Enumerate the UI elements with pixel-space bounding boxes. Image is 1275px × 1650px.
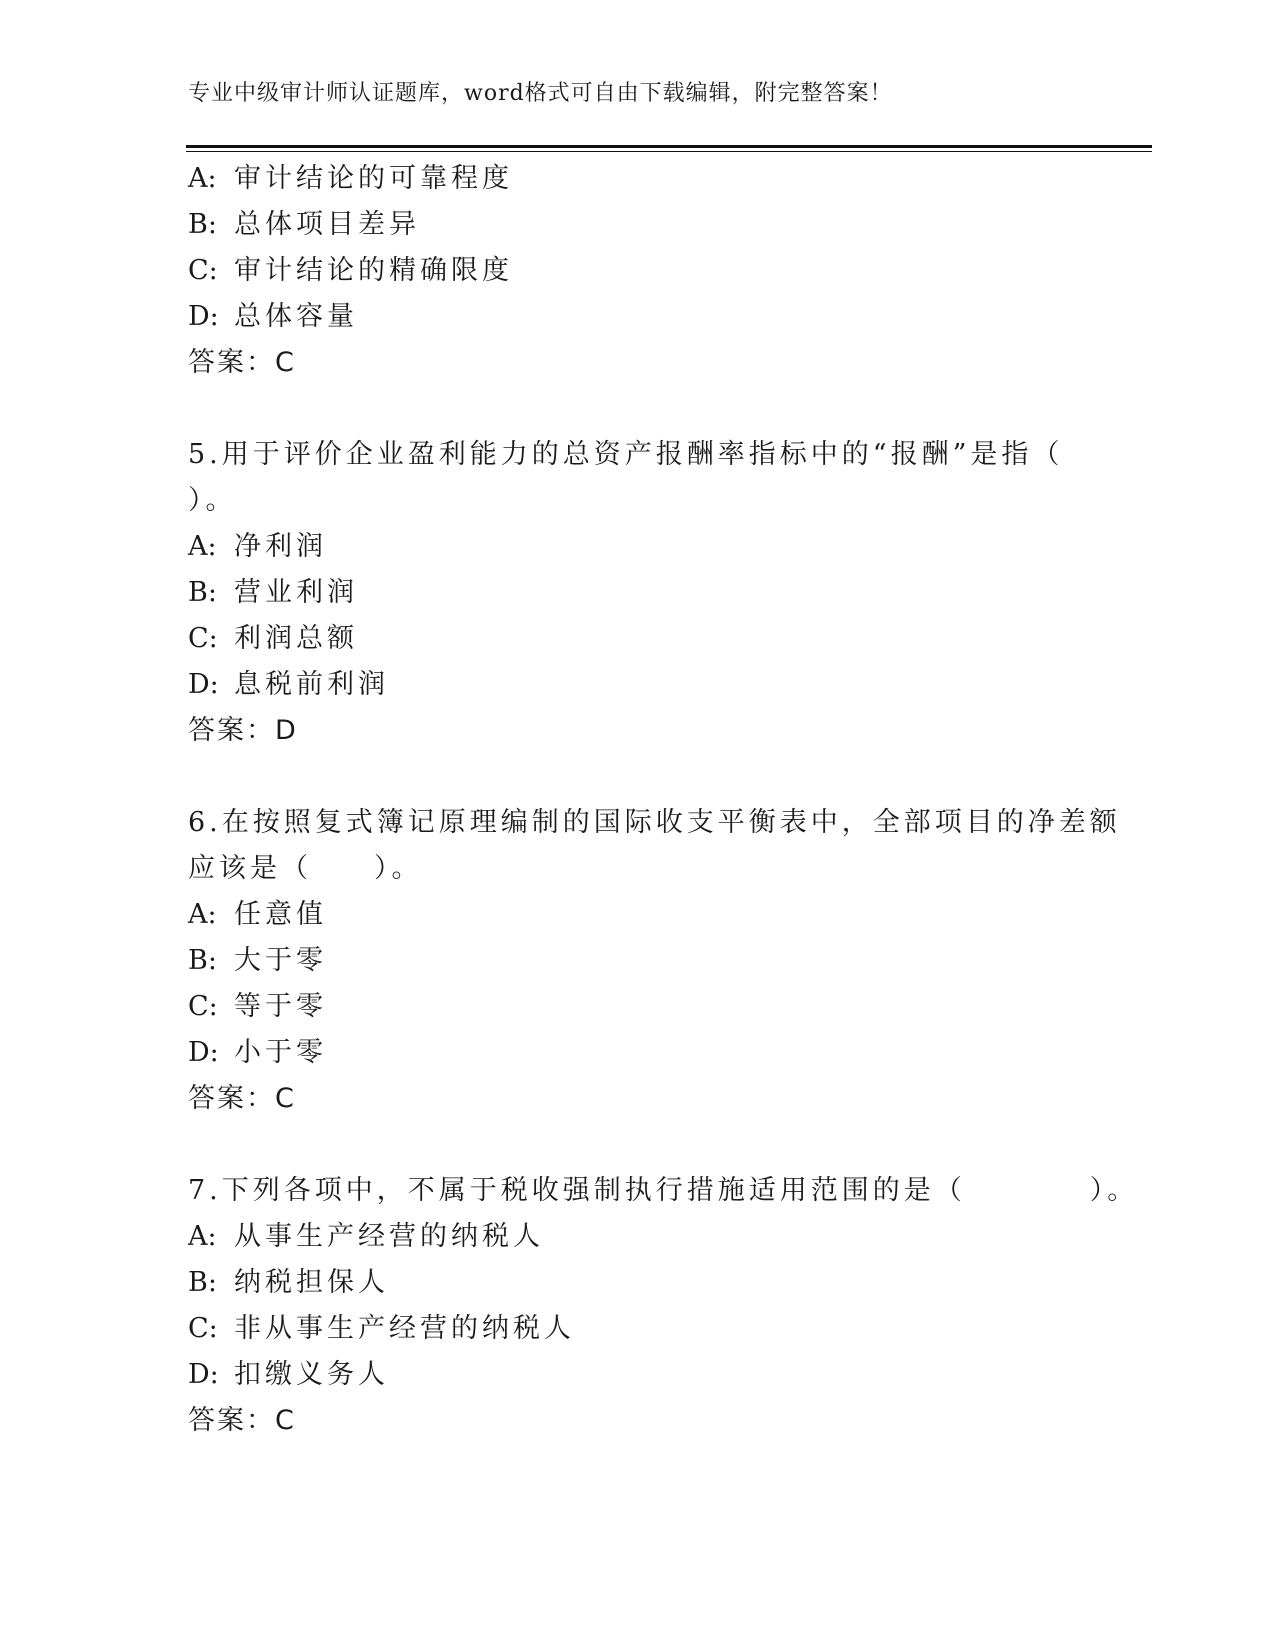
question-block [188, 1168, 1139, 1444]
option-text: 净利润 [234, 531, 327, 562]
option-text: 从事生产经营的纳税人 [234, 1221, 544, 1252]
question-list [188, 156, 1139, 1444]
option-letter: B: [188, 209, 217, 240]
option-letter: A: [188, 899, 217, 930]
question-block [188, 800, 1121, 1122]
option-row [188, 616, 1088, 662]
answer-label: 答案： [188, 347, 275, 378]
option-row [188, 1030, 1088, 1076]
option-row [188, 524, 1088, 570]
answer-line [188, 340, 1088, 386]
question-text: 5.用于评价企业盈利能力的总资产报酬率指标中的“报酬”是指（ [188, 439, 1064, 470]
option-letter: C: [188, 623, 218, 654]
option-row [188, 294, 1088, 340]
answer-label: 答案： [188, 1083, 275, 1114]
option-row [188, 1214, 1088, 1260]
option-letter: A: [188, 531, 217, 562]
header-rule-thick [186, 145, 1152, 148]
option-text: 任意值 [234, 899, 327, 930]
answer-value: D [275, 715, 298, 746]
answer-label: 答案： [188, 1405, 275, 1436]
answer-value: C [275, 1405, 296, 1436]
question-block [188, 156, 1088, 386]
option-text: 扣缴义务人 [234, 1359, 389, 1390]
answer-line [188, 708, 1088, 754]
header-rule-thin [186, 151, 1152, 152]
option-text: 营业利润 [234, 577, 358, 608]
option-text: 等于零 [234, 991, 327, 1022]
option-row [188, 202, 1088, 248]
option-letter: A: [188, 163, 217, 194]
question-block [188, 432, 1088, 754]
answer-value: C [275, 1083, 296, 1114]
option-text: 总体容量 [234, 301, 358, 332]
option-letter: D: [188, 1037, 219, 1068]
option-letter: C: [188, 255, 218, 286]
option-letter: A: [188, 1221, 217, 1252]
question-text: 6.在按照复式簿记原理编制的国际收支平衡表中，全部项目的净差额 [188, 807, 1121, 838]
option-text: 大于零 [234, 945, 327, 976]
option-row [188, 1352, 1088, 1398]
option-row [188, 984, 1088, 1030]
answer-line [188, 1076, 1088, 1122]
option-row [188, 248, 1088, 294]
option-letter: D: [188, 301, 219, 332]
option-letter: D: [188, 669, 219, 700]
option-text: 纳税担保人 [234, 1267, 389, 1298]
option-text: 审计结论的精确限度 [234, 255, 513, 286]
option-text: 小于零 [234, 1037, 327, 1068]
option-text: 利润总额 [234, 623, 358, 654]
option-letter: B: [188, 577, 217, 608]
option-row [188, 662, 1088, 708]
option-letter: C: [188, 1313, 218, 1344]
option-row [188, 938, 1088, 984]
option-row [188, 892, 1088, 938]
option-letter: D: [188, 1359, 219, 1390]
answer-value: C [275, 347, 296, 378]
page-header: 专业中级审计师认证题库，word格式可自由下载编辑，附完整答案！ [188, 81, 893, 106]
option-text: 审计结论的可靠程度 [234, 163, 513, 194]
question-text: 7.下列各项中，不属于税收强制执行措施适用范围的是（ ）。 [188, 1175, 1139, 1206]
option-row [188, 1260, 1088, 1306]
answer-label: 答案： [188, 715, 275, 746]
option-letter: B: [188, 1267, 217, 1298]
option-letter: C: [188, 991, 218, 1022]
question-text: 应该是（ ）。 [188, 853, 423, 884]
question-text: ）。 [188, 485, 237, 516]
option-row [188, 156, 1088, 202]
option-row [188, 570, 1088, 616]
option-text: 总体项目差异 [234, 209, 420, 240]
option-letter: B: [188, 945, 217, 976]
option-text: 息税前利润 [234, 669, 389, 700]
option-text: 非从事生产经营的纳税人 [234, 1313, 575, 1344]
answer-line [188, 1398, 1088, 1444]
option-row [188, 1306, 1088, 1352]
